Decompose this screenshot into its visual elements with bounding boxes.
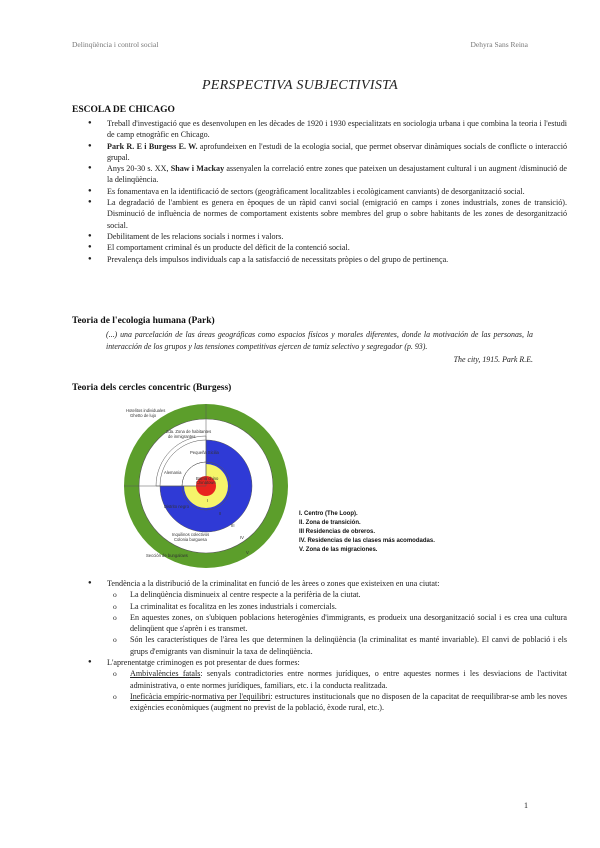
- zone-label: Distrito negro: [164, 504, 189, 509]
- list-item: ● Tendència a la distribució de la criminalitat en funció de les àrees o zones que existeixen en una ciutat: o La delinqüència disminueix al centre respecte a la perifèria de la ciutat. o La criminalitat es focalitza en les zones industrials i comercials. o En aquestes zones, on s'ubiquen poblacions heterogènies d'immigrants, es produeix una desorganització social i es crea una cultura delinqüent que s'aprèn i es transmet. o Són les característiques de l'àrea les que determinen la delinqüència (la criminalitat es manté invariable). El canvi de població i els grups d'emigrants van disminuir la taxa de delinqüència.: [107, 578, 567, 657]
- zone-label: Alemania: [164, 470, 182, 475]
- sublist-item: o Ineficàcia empíric-normativa per l'equilibri: estructures institucionals que no disposen de la capacitat de reequilibrar-se amb les noves exigències econòmiques (augment no previst de la població, èxode rural, etc.).: [130, 691, 567, 714]
- chicago-heading: ESCOLA DE CHICAGO: [72, 105, 175, 115]
- sublist: [107, 668, 567, 713]
- zone-numeral: III: [231, 523, 235, 528]
- sublist-item: o La criminalitat es focalitza en les zones industrials i comercials.: [130, 601, 567, 612]
- zone-numeral: I: [207, 498, 209, 503]
- criminality-list: [72, 578, 567, 714]
- list-item: ● Debilitament de les relacions socials i normes i valors.: [107, 231, 567, 242]
- zone-label: Colonia burguesa: [174, 537, 207, 542]
- zone-label: Sección de bungalows: [146, 553, 188, 558]
- legend-item: III Residencias de obreros.: [299, 529, 376, 535]
- zone-numeral: II: [219, 511, 222, 516]
- list-item: ● L'aprenentatge criminogen es pot presentar de dues formes: o Ambivalències fatals: senyals contradictories entre normes jurídiques, o entre aquestes normes i les desviacions de l'activitat administrativa, o ente normes jurídiques, familiars, etc. i la conducta realitzada. o Ineficàcia empíric-normativa per l'equilibri: estructures institucionals que no disposen de la capacitat de reequilibrar-se amb les noves exigències econòmiques (augment no previst de la població, èxode rural, etc.).: [107, 657, 567, 713]
- zone-label: 2da. Zona de habitantes: [166, 429, 212, 434]
- list-item: ● Treball d'investigació que es desenvolupen en les dècades de 1920 i 1930 especialitzats en sociologia urbana i que combina la teoria i l'estudi de camp etnogràfic en Chicago.: [107, 118, 567, 141]
- burgess-heading: Teoria dels cercles concentric (Burgess): [72, 383, 232, 393]
- sublist-item: o Ambivalències fatals: senyals contradictories entre normes jurídiques, o entre aquestes normes i les desviacions de l'activitat administrativa, o ente normes jurídiques, familiars, etc. i la conducta realitzada.: [130, 668, 567, 691]
- zone-numeral: IV: [240, 535, 244, 540]
- zone-numeral: V: [246, 550, 249, 555]
- legend-item: IV. Residencias de las clases más acomodadas.: [299, 538, 435, 544]
- page-title: PERSPECTIVA SUBJECTIVISTA: [201, 78, 399, 93]
- park-quote: (...) una parcelación de las áreas geográficas como espacios físicos y morales diferentes, donde la motivación de las personas, la interacción de los grupos y las tensiones competitivas ejercen de tamiz selectivo y segregador (p. 93).: [106, 330, 533, 351]
- sublist-item: o Són les característiques de l'àrea les que determinen la delinqüència (la criminalitat es manté invariable). El canvi de població i els grups d'emigrants van disminuir la taxa de delinqüència.: [130, 634, 567, 657]
- page-number: 1: [524, 801, 528, 810]
- zone-label: Inquilinos colectivos: [172, 532, 210, 537]
- chicago-list: [72, 118, 567, 265]
- zone-label: Pequeña Sicilia: [190, 450, 219, 455]
- park-citation: The city, 1915. Park R.E.: [453, 355, 533, 364]
- header-right: Dehyra Sans Reina: [470, 40, 528, 49]
- zone-label: Ghetto de lujo: [130, 413, 157, 418]
- legend-item: II. Zona de transición.: [299, 520, 361, 526]
- list-item: ● La degradació de l'ambient es genera en èpoques de un ràpid canvi social (emigració en camps i zones industrials, zones de transició). Disminució de influència de normes de comportament existents sobre membres del grup o sobre habitants de les zones de desorganització social.: [107, 197, 567, 231]
- list-item: ● Anys 20-30 s. XX, Shaw i Mackay assenyalen la correlació entre zones que pateixen un desajustament cultural i un augment /disminució de la delinqüència.: [107, 163, 567, 186]
- legend-item: V. Zona de las migraciones.: [299, 547, 378, 553]
- legend-item: I. Centro (The Loop).: [299, 511, 358, 517]
- list-item: ● El comportament criminal és un producte del dèficit de la contenció social.: [107, 242, 567, 253]
- sublist-item: o En aquestes zones, on s'ubiquen poblacions heterogènies d'immigrants, es produeix una desorganització social i es crea una cultura delinqüent que s'aprèn i es transmet.: [130, 612, 567, 635]
- zone-label: Chinatown: [196, 480, 216, 485]
- zone-label: Barrio chino: [196, 476, 219, 481]
- header-left: Delinqüència i control social: [72, 40, 159, 49]
- sublist: [107, 589, 567, 657]
- list-item: ● Park R. E i Burgess E. W. aprofundeixen en l'estudi de la ecologia social, que permet observar dinàmiques socials de conflicte o interacció grupal.: [107, 141, 567, 164]
- sublist-item: o La delinqüència disminueix al centre respecte a la perifèria de la ciutat.: [130, 589, 567, 600]
- zone-label: de inmigrantes: [168, 434, 196, 439]
- park-heading: Teoria de l'ecologia humana (Park): [72, 316, 215, 326]
- list-item: ● Prevalença dels impulsos individuals cap a la satisfacció de necessitats pròpies o del grupo de pertinença.: [107, 254, 567, 265]
- zone-label: Hotelitos individuales: [126, 408, 166, 413]
- list-item: ● Es fonamentava en la identificació de sectors (geogràficament localitzables i ecològicament canviants) de desorganització social.: [107, 186, 567, 197]
- concentric-zones-diagram: [106, 402, 435, 570]
